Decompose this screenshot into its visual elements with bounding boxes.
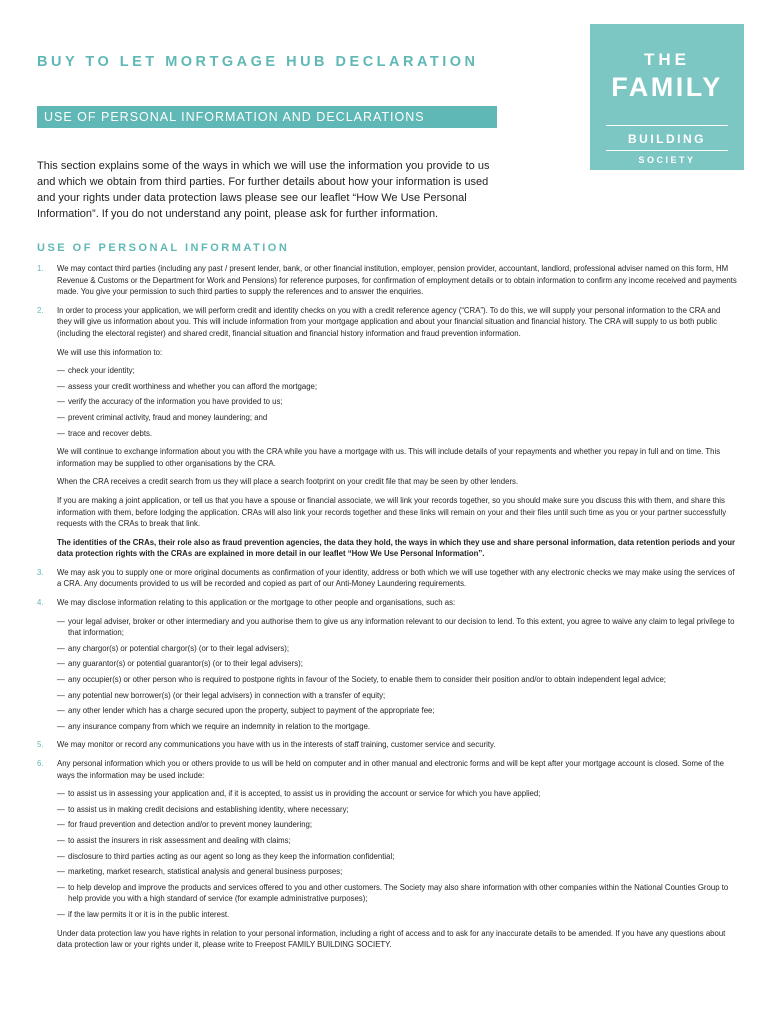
family-building-society-logo	[590, 24, 744, 170]
bullet-item: — any chargor(s) or potential chargor(s) (or to their legal advisers);	[57, 643, 737, 655]
list-item-5	[37, 739, 737, 751]
bullet-item: — your legal adviser, broker or other intermediary and you authorise them to give us any information relevant to our decision to lend. To this extent, you agree to waive any claim to legal privilege to that information;	[57, 616, 737, 639]
bullet-item: — check your identity;	[57, 365, 737, 377]
item-number: 5.	[37, 740, 44, 750]
item-number: 6.	[37, 759, 44, 768]
bullet-item: — verify the accuracy of the information you have provided to us;	[57, 396, 737, 408]
bullet-list	[57, 788, 737, 920]
item-number: 4.	[37, 598, 44, 608]
logo-rule-bottom	[606, 150, 728, 151]
item-text: We may disclose information relating to this application or the mortgage to other people and organisations, such as:	[57, 598, 456, 608]
list-item-1	[37, 263, 737, 298]
list-item-2	[37, 305, 737, 560]
bullet-item: — for fraud prevention and detection and/or to prevent money laundering;	[57, 819, 737, 831]
section-banner: USE OF PERSONAL INFORMATION AND DECLARATIONS	[37, 106, 497, 128]
list-item-6	[37, 758, 737, 951]
bullet-item: — assess your credit worthiness and whether you can afford the mortgage;	[57, 381, 737, 393]
item-text: We may monitor or record any communications you have with us in the interests of staff training, customer service and security.	[57, 740, 496, 750]
item-bold-paragraph: The identities of the CRAs, their role also as fraud prevention agencies, the data they hold, the ways in which they use and share personal information, data retention periods and your data protection rights with the CRAs are explained in more detail in our leaflet “How We Use Personal Information”.	[57, 537, 736, 559]
list-item-3	[37, 567, 737, 590]
item-text: In order to process your application, we will perform credit and identity checks on you with a credit reference agency (“CRA”). To do this, we will supply your personal information to the CRA and they will give us information about you. This will include information from your mortgage application and about your financial situation and financial history. The CRA will supply to us both public (including the electoral register) and shared credit, financial situation and financial history information and fraud prevention information.	[57, 305, 721, 338]
item-subintro: We will use this information to:	[57, 347, 163, 357]
bullet-item: — any other lender which has a charge secured upon the property, subject to payment of the appropriate fee;	[57, 705, 737, 717]
item-text: We may contact third parties (including any past / present lender, bank, or other financial institution, employer, pension provider, accountant, landlord, professional adviser named on this form, HM Revenue & Customs or the Department for Work and Pensions) for reference purposes, for confirmation of employment details or to obtain information to confirm any income received and payments made. You give your permission to such third parties to supply the references and to answer the enquiries.	[57, 264, 737, 297]
item-number: 2.	[37, 305, 44, 315]
item-paragraph: When the CRA receives a credit search from us they will place a search footprint on your credit file that may be seen by other lenders.	[57, 477, 519, 487]
bullet-list	[57, 365, 737, 439]
bullet-item: — to assist us in assessing your application and, if it is accepted, to assist us in providing the account or service for which you have applied;	[57, 788, 737, 800]
bullet-item: — any potential new borrower(s) (or their legal advisers) in connection with a transfer of equity;	[57, 690, 737, 702]
logo-line-society: SOCIETY	[638, 155, 696, 165]
bullet-item: — to assist us in making credit decisions and establishing identity, where necessary;	[57, 804, 737, 816]
bullet-item: — any insurance company from which we require an indemnity in relation to the mortgage.	[57, 721, 737, 733]
bullet-item: — any occupier(s) or other person who is required to postpone rights in favour of the Society, to enable them to consider their position and/or to obtain independent legal advice;	[57, 674, 737, 686]
intro-paragraph: This section explains some of the ways in which we will use the information you provide to us and which we obtain from third parties. For further details about how your information is used and your rights under data protection laws please see our leaflet “How We Use Personal Information”. If you do not understand any point, please ask for further information.	[37, 160, 490, 220]
item-text: Any personal information which you or others provide to us will be held on computer and in other manual and electronic forms and will be kept after your mortgage account is closed. Some of the ways the information may be used include:	[57, 759, 724, 780]
item-paragraph: Under data protection law you have rights in relation to your personal information, including a right of access and to ask for any inaccurate details to be amended. If you have any questions about data protection law or your rights under it, please write to Freepost FAMILY BUILDING SOCIETY.	[57, 928, 726, 950]
list-item-4	[37, 597, 737, 732]
bullet-item: — to help develop and improve the products and services offered to you and other customers. The Society may also share information with other companies within the National Counties Group to help provide you with a high standard of service (for example administrative purposes);	[57, 882, 737, 905]
item-paragraph: We will continue to exchange information about you with the CRA while you have a mortgage with us. This will include details of your repayments and whether you repay in full and on time. This information may be supplied to other organisations by the CRA.	[57, 447, 721, 468]
item-paragraph: If you are making a joint application, or tell us that you have a spouse or financial associate, we will link your records together, so you should make sure you discuss this with them, and share this information with them, before lodging the application. CRAs will also link your records together and these links will remain on your and their files until such time as you or your partner successfully requests with the CRAs to break that link.	[57, 495, 727, 529]
logo-rule-top	[606, 125, 728, 126]
logo-line-building: BUILDING	[628, 132, 706, 146]
section-heading: USE OF PERSONAL INFORMATION	[37, 242, 290, 254]
bullet-item: — to assist the insurers in risk assessment and dealing with claims;	[57, 835, 737, 847]
bullet-item: — trace and recover debts.	[57, 428, 737, 440]
logo-line-the: THE	[644, 50, 690, 69]
bullet-item: — if the law permits it or it is in the public interest.	[57, 909, 737, 921]
item-number: 1.	[37, 264, 44, 273]
bullet-item: — any guarantor(s) or potential guarantor(s) (or to their legal advisers);	[57, 658, 737, 670]
bullet-item: — prevent criminal activity, fraud and money laundering; and	[57, 412, 737, 424]
document-body	[37, 263, 737, 958]
bullet-list	[57, 616, 737, 733]
logo-line-family: FAMILY	[611, 72, 723, 102]
bullet-item: — marketing, market research, statistical analysis and general business purposes;	[57, 866, 737, 878]
document-title: BUY TO LET MORTGAGE HUB DECLARATION	[37, 54, 479, 70]
bullet-item: — disclosure to third parties acting as our agent so long as they keep the information confidential;	[57, 851, 737, 863]
item-text: We may ask you to supply one or more original documents as confirmation of your identity, address or both which we will use together with any electronic checks we may make using the services of a CRA. Any documents provided to us will be recorded and copied as part of our Anti-Money Laundering requirements.	[57, 567, 735, 589]
item-number: 3.	[37, 567, 44, 577]
